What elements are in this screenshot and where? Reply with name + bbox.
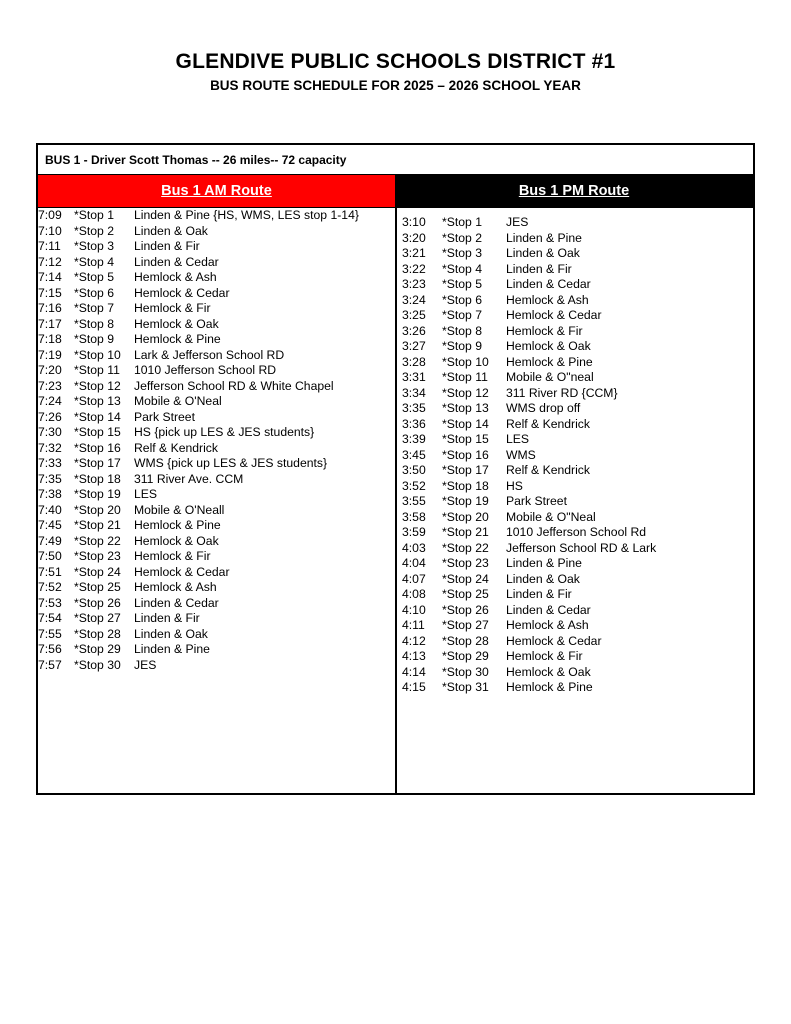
- am-stop-list: [38, 208, 393, 673]
- stop-location: Linden & Fir: [134, 611, 200, 625]
- stop-location: Hemlock & Oak: [506, 664, 591, 679]
- stop-location: 1010 Jefferson School Rd: [506, 525, 647, 539]
- pm-stop-row: [402, 649, 742, 665]
- stop-location: Mobile & O"Neal: [506, 509, 596, 524]
- stop-location: Mobile & O'Neal: [134, 394, 222, 408]
- column-divider: [395, 175, 397, 795]
- am-stop-row: [38, 534, 393, 550]
- stop-location: Linden & Cedar: [134, 595, 219, 610]
- stop-time: 7:38: [38, 487, 62, 501]
- page-subtitle: BUS ROUTE SCHEDULE FOR 2025 – 2026 SCHOOL YEAR: [210, 78, 581, 93]
- stop-number: *Stop 8: [74, 316, 114, 331]
- am-stop-row: [38, 441, 393, 457]
- pm-stop-row: [402, 634, 742, 650]
- stop-number: *Stop 20: [442, 509, 489, 524]
- stop-time: 3:25: [402, 308, 426, 322]
- stop-time: 7:54: [38, 611, 62, 625]
- am-stop-row: [38, 208, 393, 224]
- pm-stop-row: [402, 308, 742, 324]
- stop-number: *Stop 25: [442, 587, 489, 601]
- pm-stop-row: [402, 572, 742, 588]
- stop-number: *Stop 12: [74, 378, 121, 393]
- stop-location: Linden & Fir: [506, 587, 572, 601]
- am-stop-row: [38, 363, 393, 379]
- stop-location: Hemlock & Fir: [506, 649, 583, 663]
- stop-location: Jefferson School RD & Lark: [506, 540, 657, 555]
- pm-stop-row: [402, 448, 742, 464]
- stop-number: *Stop 10: [442, 354, 489, 369]
- am-stop-row: [38, 239, 393, 255]
- stop-number: *Stop 24: [442, 571, 489, 586]
- stop-number: *Stop 11: [74, 363, 120, 377]
- stop-time: 3:10: [402, 215, 426, 229]
- stop-location: HS: [506, 478, 523, 493]
- am-stop-row: [38, 472, 393, 488]
- stop-number: *Stop 1: [74, 208, 114, 222]
- pm-stop-row: [402, 618, 742, 634]
- am-stop-row: [38, 286, 393, 302]
- stop-time: 3:59: [402, 525, 426, 539]
- am-stop-row: [38, 627, 393, 643]
- stop-location: Hemlock & Pine: [506, 354, 593, 369]
- stop-number: *Stop 10: [74, 347, 121, 362]
- stop-number: *Stop 18: [442, 478, 489, 493]
- am-stop-row: [38, 425, 393, 441]
- stop-location: WMS: [506, 447, 536, 462]
- stop-number: *Stop 11: [442, 370, 488, 384]
- stop-location: Hemlock & Ash: [134, 580, 217, 594]
- pm-stop-row: [402, 587, 742, 603]
- stop-location: Hemlock & Fir: [506, 323, 583, 338]
- pm-stop-row: [402, 370, 742, 386]
- stop-time: 7:51: [38, 564, 62, 579]
- pm-stop-row: [402, 355, 742, 371]
- stop-time: 3:34: [402, 385, 426, 400]
- stop-number: *Stop 3: [74, 239, 114, 253]
- stop-number: *Stop 31: [442, 680, 489, 694]
- stop-time: 7:30: [38, 425, 62, 439]
- stop-number: *Stop 6: [442, 292, 482, 307]
- stop-location: Park Street: [506, 494, 567, 508]
- stop-time: 7:16: [38, 301, 62, 315]
- stop-number: *Stop 13: [442, 401, 489, 415]
- stop-number: *Stop 26: [442, 602, 489, 617]
- am-stop-row: [38, 658, 393, 674]
- am-stop-row: [38, 255, 393, 271]
- stop-time: 3:50: [402, 463, 426, 477]
- stop-location: Lark & Jefferson School RD: [134, 347, 285, 362]
- pm-stop-row: [402, 215, 742, 231]
- stop-number: *Stop 22: [74, 533, 121, 548]
- stop-number: *Stop 5: [74, 270, 114, 284]
- stop-location: Linden & Pine: [134, 642, 210, 656]
- am-stop-row: [38, 503, 393, 519]
- stop-time: 4:03: [402, 540, 426, 555]
- pm-stop-list: [402, 215, 742, 696]
- pm-stop-row: [402, 494, 742, 510]
- stop-number: *Stop 25: [74, 580, 121, 594]
- stop-time: 7:55: [38, 626, 62, 641]
- stop-time: 7:50: [38, 549, 62, 563]
- stop-time: 3:27: [402, 339, 426, 353]
- stop-time: 4:07: [402, 571, 426, 586]
- stop-number: *Stop 12: [442, 385, 489, 400]
- pm-stop-row: [402, 510, 742, 526]
- stop-number: *Stop 2: [442, 230, 482, 245]
- stop-location: Jefferson School RD & White Chapel: [134, 378, 334, 393]
- stop-number: *Stop 8: [442, 323, 482, 338]
- stop-location: Hemlock & Pine: [506, 680, 593, 694]
- stop-time: 4:15: [402, 680, 426, 694]
- stop-number: *Stop 22: [442, 540, 489, 555]
- stop-location: 311 River Ave. CCM: [134, 471, 244, 486]
- stop-location: Hemlock & Ash: [506, 618, 589, 632]
- stop-number: *Stop 4: [74, 254, 114, 269]
- stop-number: *Stop 7: [74, 301, 114, 315]
- stop-location: Hemlock & Pine: [134, 332, 221, 346]
- pm-stop-row: [402, 293, 742, 309]
- stop-location: Mobile & O'Neall: [134, 502, 225, 517]
- stop-location: Linden & Cedar: [506, 277, 591, 291]
- stop-time: 3:58: [402, 509, 426, 524]
- stop-time: 7:57: [38, 657, 62, 672]
- stop-time: 4:08: [402, 587, 426, 601]
- stop-time: 7:17: [38, 316, 62, 331]
- stop-location: Hemlock & Pine: [134, 518, 221, 532]
- stop-time: 3:23: [402, 277, 426, 291]
- stop-number: *Stop 9: [74, 332, 114, 346]
- stop-location: Hemlock & Fir: [134, 301, 211, 315]
- am-stop-row: [38, 518, 393, 534]
- stop-number: *Stop 5: [442, 277, 482, 291]
- stop-number: *Stop 23: [74, 549, 121, 563]
- stop-time: 3:21: [402, 246, 426, 260]
- stop-location: LES: [506, 432, 530, 446]
- stop-location: WMS drop off: [506, 401, 581, 415]
- stop-number: *Stop 26: [74, 595, 121, 610]
- stop-time: 7:26: [38, 409, 62, 424]
- stop-location: Linden & Pine: [506, 556, 582, 570]
- stop-time: 7:56: [38, 642, 62, 656]
- pm-stop-row: [402, 479, 742, 495]
- pm-stop-row: [402, 324, 742, 340]
- bus-info: BUS 1 - Driver Scott Thomas -- 26 miles-- 72 capacity: [38, 145, 753, 175]
- stop-location: Linden & Oak: [506, 571, 580, 586]
- stop-time: 7:45: [38, 518, 62, 532]
- stop-number: *Stop 7: [442, 308, 482, 322]
- pm-stop-row: [402, 603, 742, 619]
- stop-time: 7:49: [38, 533, 62, 548]
- stop-time: 4:11: [402, 618, 425, 632]
- stop-time: 7:52: [38, 580, 62, 594]
- stop-location: Hemlock & Oak: [134, 316, 219, 331]
- stop-number: *Stop 2: [74, 223, 114, 238]
- stop-location: Relf & Kendrick: [134, 440, 218, 455]
- stop-time: 3:45: [402, 447, 426, 462]
- stop-location: Linden & Oak: [506, 246, 580, 260]
- pm-stop-row: [402, 556, 742, 572]
- stop-location: Hemlock & Fir: [134, 549, 211, 563]
- stop-location: Hemlock & Ash: [506, 292, 589, 307]
- pm-stop-row: [402, 401, 742, 417]
- stop-time: 3:28: [402, 354, 426, 369]
- stop-location: Relf & Kendrick: [506, 463, 590, 477]
- am-stop-row: [38, 332, 393, 348]
- am-stop-row: [38, 642, 393, 658]
- pm-stop-row: [402, 386, 742, 402]
- stop-time: 3:22: [402, 261, 426, 276]
- stop-time: 3:20: [402, 230, 426, 245]
- stop-number: *Stop 14: [74, 409, 121, 424]
- stop-time: 7:11: [38, 239, 61, 253]
- stop-number: *Stop 17: [74, 456, 121, 470]
- stop-number: *Stop 29: [74, 642, 121, 656]
- stop-number: *Stop 4: [442, 261, 482, 276]
- stop-location: Hemlock & Oak: [506, 339, 591, 353]
- stop-time: 3:39: [402, 432, 426, 446]
- pm-stop-row: [402, 246, 742, 262]
- stop-location: Linden & Oak: [134, 626, 208, 641]
- stop-location: Linden & Pine: [506, 230, 582, 245]
- stop-number: *Stop 19: [442, 494, 489, 508]
- am-route-heading: Bus 1 AM Route: [38, 175, 395, 208]
- stop-location: Hemlock & Cedar: [134, 285, 230, 300]
- page-title: GLENDIVE PUBLIC SCHOOLS DISTRICT #1: [175, 50, 616, 73]
- stop-number: *Stop 13: [74, 394, 121, 408]
- stop-time: 4:10: [402, 602, 426, 617]
- stop-time: 3:36: [402, 416, 426, 431]
- stop-time: 7:12: [38, 254, 62, 269]
- stop-time: 7:15: [38, 285, 62, 300]
- am-stop-row: [38, 394, 393, 410]
- stop-number: *Stop 21: [74, 518, 121, 532]
- stop-location: Relf & Kendrick: [506, 416, 590, 431]
- stop-number: *Stop 17: [442, 463, 489, 477]
- am-stop-row: [38, 456, 393, 472]
- stop-number: *Stop 1: [442, 215, 482, 229]
- stop-location: WMS {pick up LES & JES students}: [134, 456, 328, 470]
- stop-number: *Stop 15: [74, 425, 121, 439]
- stop-number: *Stop 29: [442, 649, 489, 663]
- pm-stop-row: [402, 417, 742, 433]
- am-stop-row: [38, 596, 393, 612]
- stop-number: *Stop 30: [442, 664, 489, 679]
- pm-stop-row: [402, 541, 742, 557]
- schedule-table: [36, 143, 755, 795]
- stop-time: 7:53: [38, 595, 62, 610]
- stop-number: *Stop 20: [74, 502, 121, 517]
- stop-location: Linden & Fir: [134, 239, 200, 253]
- stop-time: 4:13: [402, 649, 426, 663]
- stop-time: 4:14: [402, 664, 426, 679]
- stop-number: *Stop 27: [442, 618, 489, 632]
- stop-location: 1010 Jefferson School RD: [134, 363, 277, 377]
- pm-route-heading: Bus 1 PM Route: [395, 175, 753, 208]
- stop-number: *Stop 14: [442, 416, 489, 431]
- am-stop-row: [38, 270, 393, 286]
- am-stop-row: [38, 301, 393, 317]
- stop-number: *Stop 15: [442, 432, 489, 446]
- stop-time: 4:12: [402, 633, 426, 648]
- stop-time: 7:09: [38, 208, 62, 222]
- stop-number: *Stop 28: [74, 626, 121, 641]
- stop-number: *Stop 28: [442, 633, 489, 648]
- stop-location: Linden & Fir: [506, 261, 572, 276]
- stop-number: *Stop 30: [74, 657, 121, 672]
- stop-number: *Stop 18: [74, 471, 121, 486]
- stop-location: Linden & Cedar: [134, 254, 219, 269]
- stop-location: LES: [134, 487, 158, 501]
- pm-stop-row: [402, 680, 742, 696]
- stop-time: 7:14: [38, 270, 62, 284]
- stop-time: 7:19: [38, 347, 62, 362]
- pm-stop-row: [402, 463, 742, 479]
- stop-time: 7:23: [38, 378, 62, 393]
- stop-time: 7:32: [38, 440, 62, 455]
- stop-time: 7:20: [38, 363, 62, 377]
- stop-time: 3:26: [402, 323, 426, 338]
- stop-number: *Stop 6: [74, 285, 114, 300]
- stop-location: JES: [506, 215, 529, 229]
- stop-number: *Stop 9: [442, 339, 482, 353]
- stop-location: HS {pick up LES & JES students}: [134, 425, 315, 439]
- stop-time: 3:52: [402, 478, 426, 493]
- stop-time: 3:24: [402, 292, 426, 307]
- stop-number: *Stop 3: [442, 246, 482, 260]
- stop-location: Hemlock & Cedar: [506, 308, 602, 322]
- stop-location: Park Street: [134, 409, 195, 424]
- stop-time: 3:35: [402, 401, 426, 415]
- stop-location: Hemlock & Oak: [134, 533, 219, 548]
- am-stop-row: [38, 611, 393, 627]
- stop-location: Hemlock & Cedar: [506, 633, 602, 648]
- stop-location: Linden & Cedar: [506, 602, 591, 617]
- stop-number: *Stop 19: [74, 487, 121, 501]
- stop-time: 7:40: [38, 502, 62, 517]
- stop-time: 7:35: [38, 471, 62, 486]
- am-stop-row: [38, 224, 393, 240]
- stop-location: Hemlock & Ash: [134, 270, 217, 284]
- pm-stop-row: [402, 432, 742, 448]
- pm-stop-row: [402, 231, 742, 247]
- pm-stop-row: [402, 665, 742, 681]
- pm-stop-row: [402, 339, 742, 355]
- am-stop-row: [38, 580, 393, 596]
- am-stop-row: [38, 379, 393, 395]
- pm-stop-row: [402, 277, 742, 293]
- stop-number: *Stop 24: [74, 564, 121, 579]
- stop-location: Linden & Pine {HS, WMS, LES stop 1-14}: [134, 208, 359, 222]
- stop-number: *Stop 16: [74, 440, 121, 455]
- stop-location: Linden & Oak: [134, 223, 208, 238]
- am-stop-row: [38, 565, 393, 581]
- stop-number: *Stop 27: [74, 611, 121, 625]
- stop-time: 7:33: [38, 456, 62, 470]
- stop-number: *Stop 21: [442, 525, 489, 539]
- am-stop-row: [38, 348, 393, 364]
- am-stop-row: [38, 410, 393, 426]
- am-stop-row: [38, 317, 393, 333]
- stop-number: *Stop 23: [442, 556, 489, 570]
- stop-number: *Stop 16: [442, 447, 489, 462]
- stop-location: Mobile & O"neal: [506, 370, 594, 384]
- stop-location: JES: [134, 657, 157, 672]
- stop-time: 3:31: [402, 370, 426, 384]
- stop-time: 7:24: [38, 394, 62, 408]
- stop-location: Hemlock & Cedar: [134, 564, 230, 579]
- stop-time: 3:55: [402, 494, 426, 508]
- stop-time: 7:10: [38, 223, 62, 238]
- pm-stop-row: [402, 262, 742, 278]
- stop-time: 4:04: [402, 556, 426, 570]
- pm-stop-row: [402, 525, 742, 541]
- am-stop-row: [38, 487, 393, 503]
- stop-location: 311 River RD {CCM}: [506, 385, 618, 400]
- stop-time: 7:18: [38, 332, 62, 346]
- am-stop-row: [38, 549, 393, 565]
